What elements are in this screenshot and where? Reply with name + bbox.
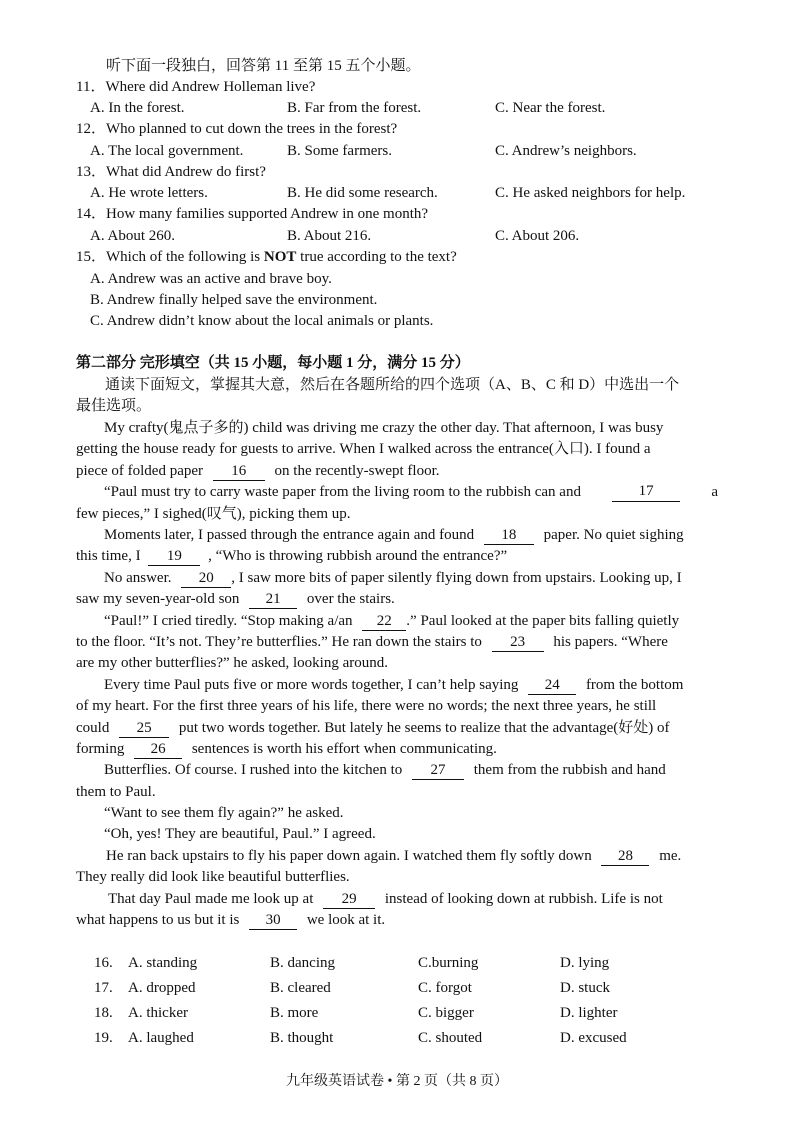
blank-25: 25	[119, 719, 169, 738]
passage-text: , I saw more bits of paper silently flying down from upstairs. Looking up, I	[231, 570, 682, 586]
question-13-option-c: C. He asked neighbors for help.	[495, 185, 686, 201]
blank-22: 22	[362, 612, 406, 631]
passage-text: over the stairs.	[306, 591, 395, 607]
passage-line: My crafty(鬼点子多的) child was driving me crazy the other day. That afternoon, I was busy	[104, 420, 664, 436]
option-c: C. bigger	[418, 1005, 474, 1021]
passage-line: of my heart. For the first three years of his life, there were no words; the next three years, he still	[76, 698, 657, 714]
question-15-stem-post: true according to the text?	[296, 249, 457, 265]
option-c: C. forgot	[418, 980, 472, 996]
question-15-option-a: A. Andrew was an active and brave boy.	[90, 271, 332, 287]
option-b: B. dancing	[270, 955, 335, 971]
option-c: C. shouted	[418, 1030, 483, 1046]
option-number: 17.	[94, 980, 113, 996]
passage-line: “Want to see them fly again?” he asked.	[104, 805, 344, 821]
blank-28: 28	[601, 847, 649, 866]
blank-20: 20	[181, 569, 231, 588]
question-11-stem: 11．Where did Andrew Holleman live?	[76, 79, 316, 95]
question-12-option-a: A. The local government.	[90, 143, 244, 159]
passage-text: this time, I	[76, 548, 141, 564]
passage-line	[76, 739, 497, 759]
passage-text: No answer.	[104, 570, 172, 586]
passage-line: They really did look like beautiful butterflies.	[76, 869, 350, 885]
passage-line: getting the house ready for guests to arrive. When I walked across the entrance(入口). I found a	[76, 441, 651, 457]
passage-text: put two words together. But lately he seems to realize that the advantage(好处) of	[178, 720, 670, 736]
question-14-stem: 14．How many families supported Andrew in one month?	[76, 206, 429, 222]
passage-text: what happens to us but it is	[76, 912, 240, 928]
passage-text: “Paul!” I cried tiredly. “Stop making a/an	[104, 613, 353, 629]
passage-line	[104, 525, 684, 545]
passage-line: them to Paul.	[76, 784, 156, 800]
question-15-stem	[76, 247, 457, 267]
option-d: D. stuck	[560, 980, 610, 996]
question-11-option-c: C. Near the forest.	[495, 100, 606, 116]
passage-line	[104, 568, 682, 588]
question-15-option-c: C. Andrew didn’t know about the local animals or plants.	[90, 313, 434, 329]
passage-text: me.	[659, 848, 682, 864]
question-15-stem-pre: 15．Which of the following is	[76, 249, 264, 265]
passage-text: a	[711, 484, 718, 500]
cloze-instruction-line-1: 通读下面短文，掌握其大意，然后在各题所给的四个选项（A、B、C 和 D）中选出一个	[105, 377, 680, 393]
question-11-option-b: B. Far from the forest.	[287, 100, 422, 116]
question-11-option-a: A. In the forest.	[90, 100, 185, 116]
passage-text: Every time Paul puts five or more words together, I can’t help saying	[104, 677, 519, 693]
blank-18: 18	[484, 526, 534, 545]
passage-text: saw my seven-year-old son	[76, 591, 240, 607]
passage-line: few pieces,” I sighed(叹气), picking them up.	[76, 506, 351, 522]
question-14-option-a: A. About 260.	[90, 228, 176, 244]
question-12-option-b: B. Some farmers.	[287, 143, 392, 159]
passage-text: instead of looking down at rubbish. Life is not	[384, 891, 663, 907]
blank-27: 27	[412, 761, 464, 780]
passage-line: are my other butterflies?” he asked, looking around.	[76, 655, 388, 671]
passage-text: He ran back upstairs to fly his paper down again. I watched them fly softly down	[106, 848, 592, 864]
option-d: D. lying	[560, 955, 610, 971]
option-d: D. lighter	[560, 1005, 618, 1021]
passage-line	[76, 589, 395, 609]
passage-text: his papers. “Where	[553, 634, 668, 650]
passage-text: Butterflies. Of course. I rushed into the kitchen to	[104, 762, 403, 778]
option-number: 19.	[94, 1030, 113, 1046]
passage-text: piece of folded paper	[76, 463, 204, 479]
passage-line: “Oh, yes! They are beautiful, Paul.” I agreed.	[104, 826, 376, 842]
question-13-option-b: B. He did some research.	[287, 185, 438, 201]
question-14-option-b: B. About 216.	[287, 228, 372, 244]
passage-text: Moments later, I passed through the entrance again and found	[104, 527, 475, 543]
passage-text: forming	[76, 741, 125, 757]
passage-text: from the bottom	[585, 677, 684, 693]
option-a: A. standing	[128, 955, 198, 971]
passage-text: “Paul must try to carry waste paper from the living room to the rubbish can and	[104, 484, 581, 500]
question-15-stem-bold: NOT	[263, 249, 297, 265]
option-a: A. thicker	[128, 1005, 188, 1021]
option-c: C.burning	[418, 955, 479, 971]
passage-line	[104, 611, 679, 631]
blank-17: 17	[612, 482, 680, 502]
option-number: 18.	[94, 1005, 113, 1021]
blank-21: 21	[249, 590, 297, 609]
question-15-option-b: B. Andrew finally helped save the environment.	[90, 292, 378, 308]
blank-30: 30	[249, 911, 297, 930]
passage-line	[76, 461, 439, 481]
option-b: B. more	[270, 1005, 319, 1021]
passage-line	[104, 675, 683, 695]
question-14-option-c: C. About 206.	[495, 228, 580, 244]
blank-24: 24	[528, 676, 576, 695]
blank-16: 16	[213, 462, 265, 481]
option-number: 16.	[94, 955, 113, 971]
passage-text: , “Who is throwing rubbish around the entrance?”	[208, 548, 508, 564]
question-12-stem: 12．Who planned to cut down the trees in the forest?	[76, 121, 398, 137]
passage-line	[76, 632, 668, 652]
passage-line	[76, 910, 385, 930]
blank-23: 23	[492, 633, 544, 652]
passage-text: .” Paul looked at the paper bits falling quietly	[406, 613, 680, 629]
passage-line	[104, 482, 718, 502]
question-13-option-a: A. He wrote letters.	[90, 185, 208, 201]
passage-line	[106, 846, 681, 866]
listening-instruction: 听下面一段独白，回答第 11 至第 15 五个小题。	[106, 58, 421, 74]
passage-text: we look at it.	[306, 912, 386, 928]
passage-text: paper. No quiet sighing	[543, 527, 684, 543]
option-d: D. excused	[560, 1030, 627, 1046]
passage-text: on the recently-swept floor.	[274, 463, 440, 479]
page-footer: 九年级英语试卷 • 第 2 页（共 8 页）	[286, 1074, 508, 1089]
option-b: B. cleared	[270, 980, 331, 996]
option-a: A. laughed	[128, 1030, 194, 1046]
passage-line	[76, 718, 670, 738]
passage-text: could	[76, 720, 110, 736]
blank-19: 19	[148, 547, 200, 566]
question-12-option-c: C. Andrew’s neighbors.	[495, 143, 637, 159]
passage-line	[108, 889, 663, 909]
passage-text: That day Paul made me look up at	[108, 891, 314, 907]
passage-text: sentences is worth his effort when communicating.	[191, 741, 497, 757]
passage-text: to the floor. “It’s not. They’re butterflies.” He ran down the stairs to	[76, 634, 482, 650]
blank-26: 26	[134, 740, 182, 759]
cloze-heading: 第二部分 完形填空（共 15 小题，每小题 1 分，满分 15 分）	[76, 355, 470, 371]
cloze-instruction-line-2: 最佳选项。	[76, 398, 152, 414]
option-a: A. dropped	[128, 980, 196, 996]
question-13-stem: 13．What did Andrew do first?	[76, 164, 266, 180]
passage-line	[104, 760, 666, 780]
passage-text: them from the rubbish and hand	[473, 762, 666, 778]
passage-line	[76, 546, 507, 566]
blank-29: 29	[323, 890, 375, 909]
option-b: B. thought	[270, 1030, 334, 1046]
